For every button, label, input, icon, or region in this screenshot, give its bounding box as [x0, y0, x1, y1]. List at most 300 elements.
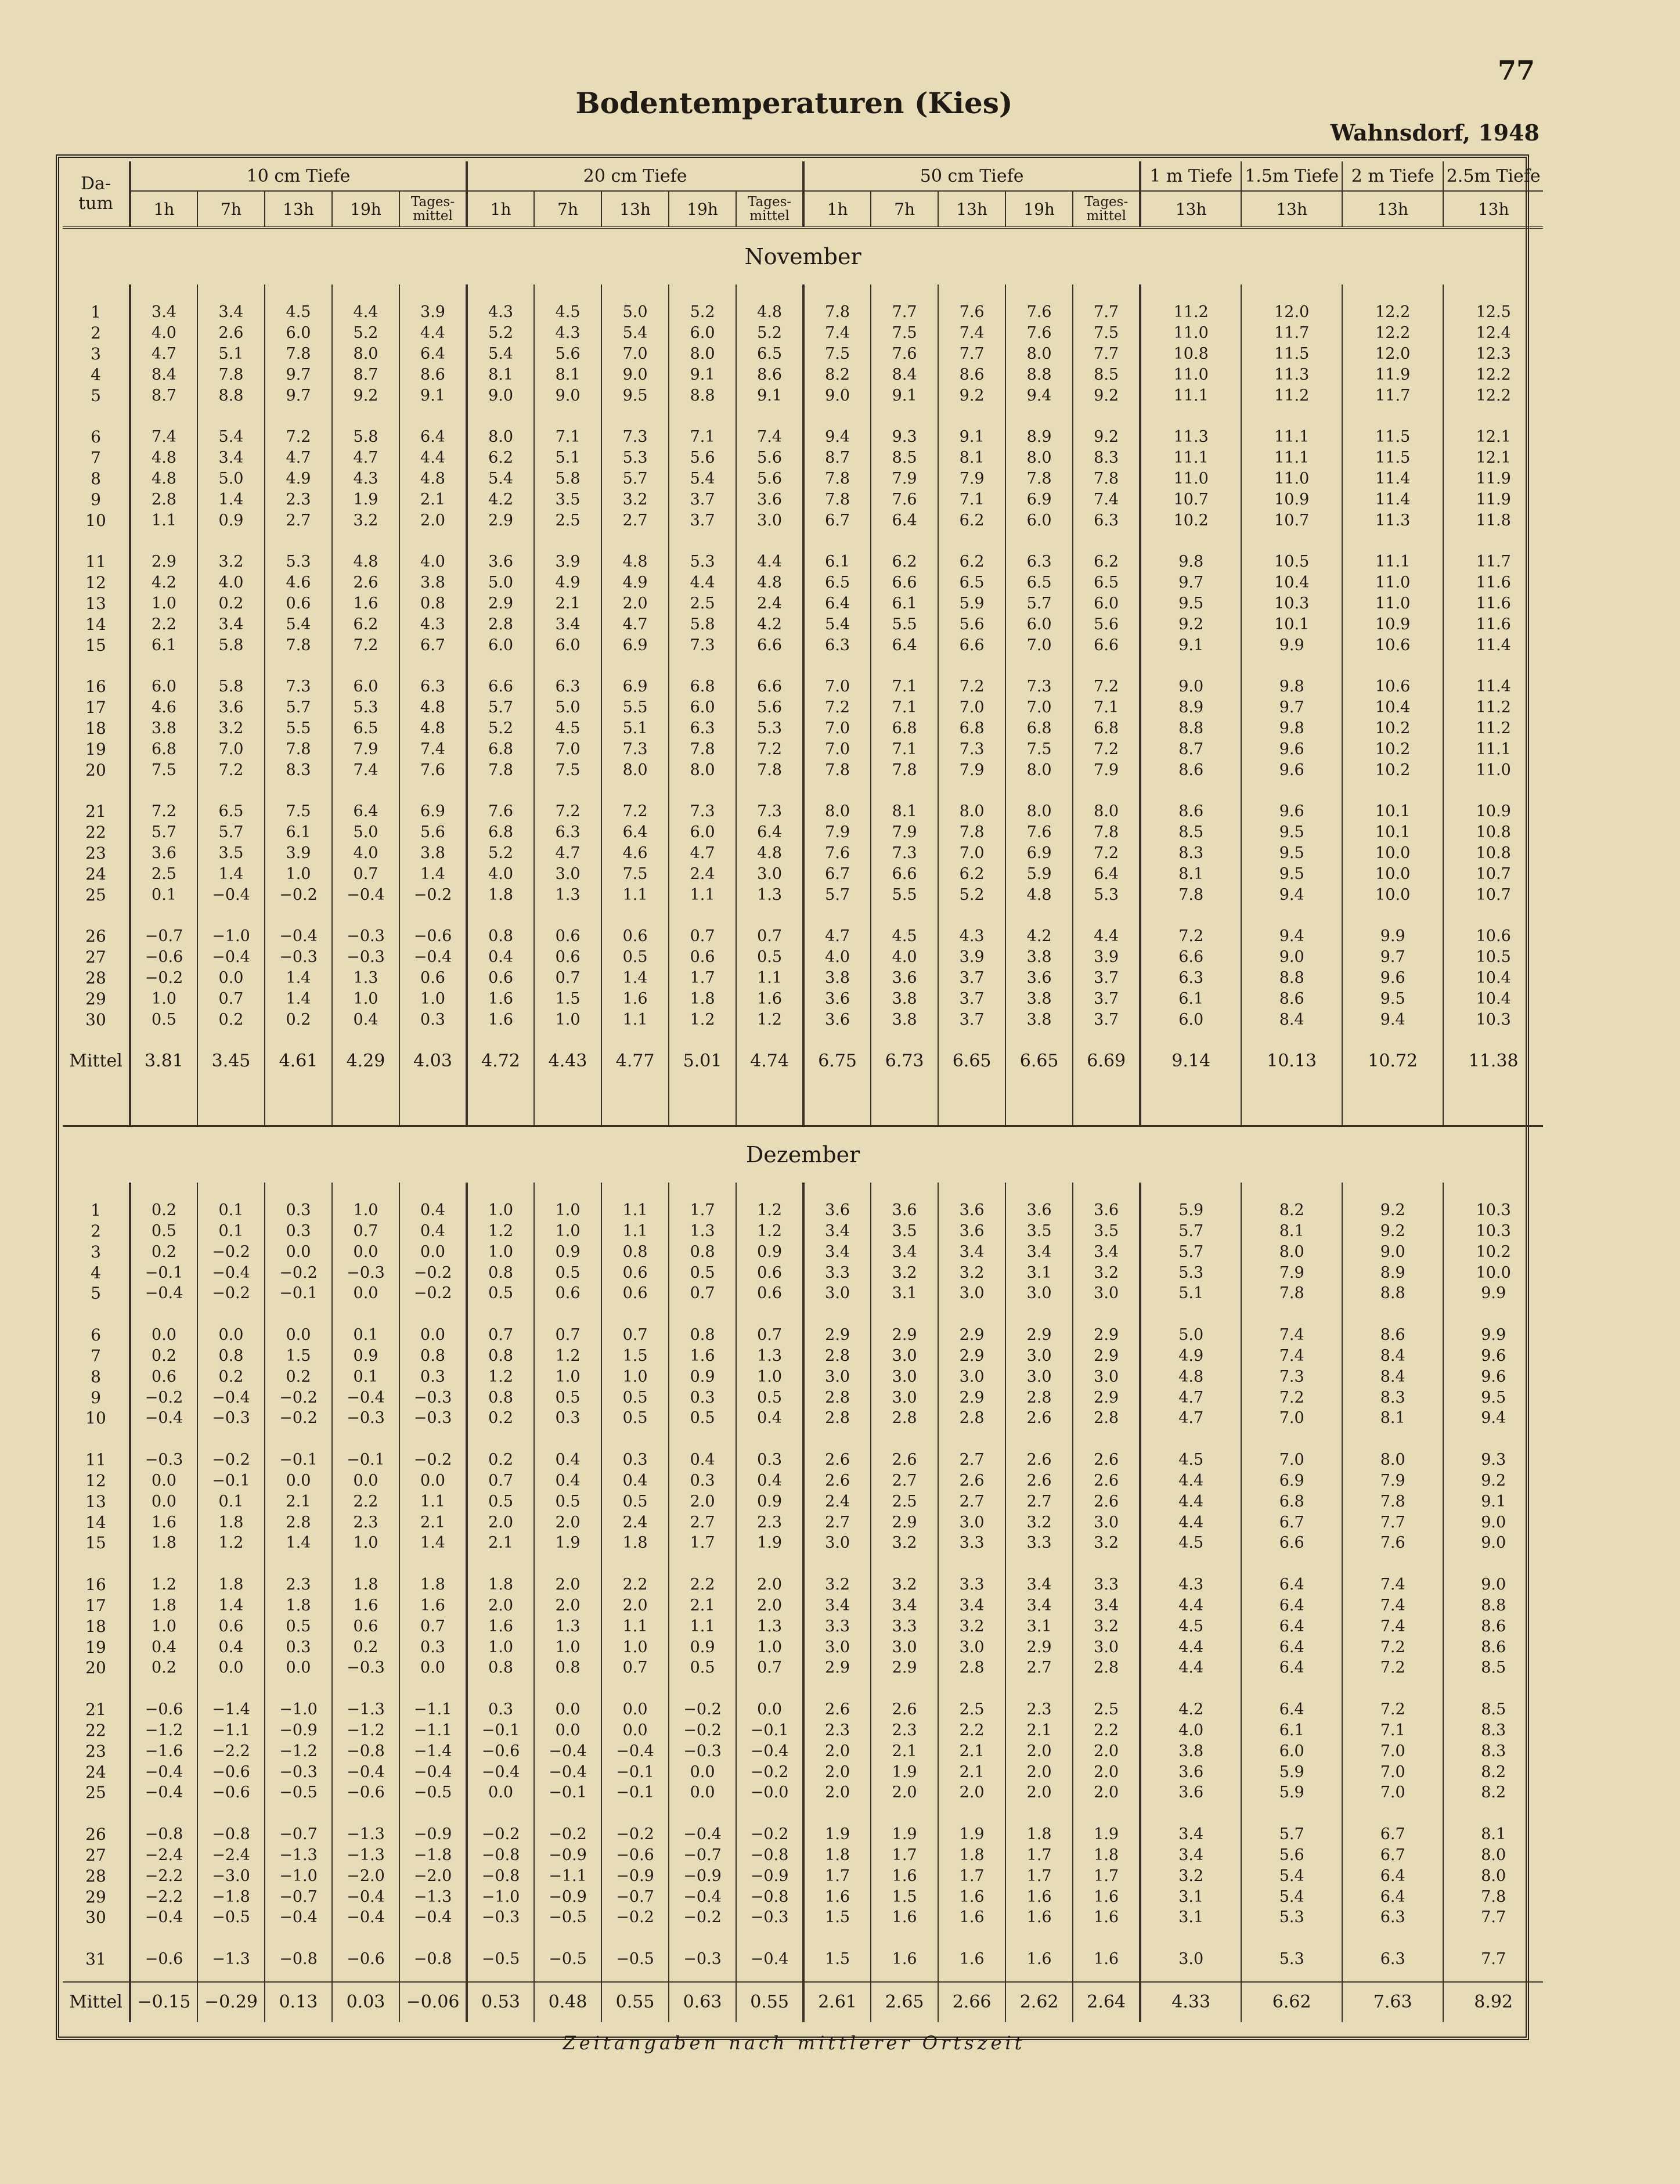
- mean-value: 0.55: [736, 1982, 803, 2022]
- day-cell: 24: [85, 1762, 106, 1782]
- value-cell: 6.1: [1241, 1720, 1342, 1741]
- spacer-cell: [534, 1304, 601, 1325]
- value-cell: 8.6: [1443, 1637, 1543, 1657]
- spacer-cell: [1073, 1030, 1140, 1044]
- value-cell: 1.2: [467, 1221, 534, 1242]
- header-time-7h: 7h: [197, 191, 265, 228]
- value-cell: −1.4: [197, 1699, 265, 1720]
- value-cell: 7.2: [1073, 843, 1140, 864]
- value-cell: 8.7: [130, 385, 197, 406]
- day-cell: 6: [91, 427, 101, 447]
- value-cell: 10.3: [1443, 1009, 1543, 1030]
- value-cell: 8.9: [1140, 697, 1241, 718]
- value-cell: 9.9: [1443, 1325, 1543, 1346]
- value-cell: 7.1: [534, 427, 601, 448]
- value-cell: 6.3: [399, 676, 467, 697]
- value-cell: 2.9: [871, 1512, 938, 1533]
- spacer-cell: [534, 1678, 601, 1699]
- spacer-cell: [63, 1030, 130, 1044]
- spacer-cell: [669, 1803, 736, 1824]
- value-cell: 5.1: [197, 344, 265, 365]
- spacer-cell: [938, 1970, 1005, 1982]
- spacer-cell: [669, 1928, 736, 1949]
- value-cell: 2.9: [467, 510, 534, 531]
- value-cell: 1.6: [871, 1907, 938, 1928]
- tagesmittel-line: Tages-: [410, 194, 455, 210]
- value-cell: 3.0: [736, 863, 803, 884]
- value-cell: 0.0: [601, 1699, 669, 1720]
- value-cell: 3.4: [871, 1242, 938, 1263]
- spacer-cell: [399, 1183, 467, 1200]
- value-cell: 11.2: [1443, 718, 1543, 739]
- value-cell: 2.5: [130, 863, 197, 884]
- value-cell: −0.8: [736, 1845, 803, 1866]
- value-cell: 8.6: [938, 364, 1005, 385]
- value-cell: 11.7: [1443, 552, 1543, 572]
- value-cell: 8.3: [1140, 843, 1241, 864]
- value-cell: 7.4: [938, 323, 1005, 344]
- value-cell: 8.8: [1241, 968, 1342, 989]
- table-row: [63, 510, 1543, 531]
- value-cell: 0.6: [534, 947, 601, 968]
- value-cell: 4.3: [399, 614, 467, 635]
- spacer-cell: [1005, 284, 1073, 302]
- value-cell: 0.6: [736, 1283, 803, 1304]
- spacer-cell: [669, 1079, 736, 1126]
- value-cell: 9.3: [871, 427, 938, 448]
- day-cell: 2: [91, 1221, 101, 1241]
- value-cell: 7.2: [130, 801, 197, 822]
- value-cell: 7.0: [803, 718, 871, 739]
- value-cell: 2.1: [938, 1740, 1005, 1761]
- value-cell: 11.9: [1443, 468, 1543, 489]
- value-cell: 6.5: [197, 801, 265, 822]
- value-cell: 6.3: [1005, 552, 1073, 572]
- table-row: [63, 1491, 1543, 1512]
- value-cell: 0.0: [130, 1471, 197, 1491]
- spacer-cell: [399, 780, 467, 801]
- value-cell: 5.9: [1005, 863, 1073, 884]
- day-cell: 18: [85, 718, 106, 738]
- spacer-cell: [63, 1079, 130, 1126]
- value-cell: 6.1: [265, 822, 332, 843]
- value-cell: 4.6: [601, 843, 669, 864]
- value-cell: 6.8: [669, 676, 736, 697]
- value-cell: −2.2: [197, 1740, 265, 1761]
- value-cell: −0.1: [332, 1450, 399, 1471]
- value-cell: 0.4: [736, 1408, 803, 1429]
- mean-value: 11.38: [1443, 1044, 1543, 1079]
- value-cell: 7.8: [1140, 884, 1241, 905]
- month-heading-row: [63, 1126, 1543, 1183]
- value-cell: 2.9: [938, 1387, 1005, 1408]
- spacer-cell: [265, 1928, 332, 1949]
- spacer-cell: [1241, 780, 1342, 801]
- value-cell: 7.8: [265, 635, 332, 655]
- spacer-cell: [736, 1803, 803, 1824]
- spacer-cell: [1342, 655, 1443, 676]
- value-cell: 4.5: [871, 926, 938, 947]
- header-time-7h: 7h: [871, 191, 938, 228]
- value-cell: 6.8: [467, 822, 534, 843]
- header-time-7h: 7h: [534, 191, 601, 228]
- value-cell: 2.0: [803, 1782, 871, 1803]
- value-cell: 4.9: [265, 468, 332, 489]
- value-cell: 12.0: [1342, 344, 1443, 365]
- value-cell: 9.0: [1342, 1242, 1443, 1263]
- value-cell: 0.7: [669, 1283, 736, 1304]
- value-cell: 4.2: [1005, 926, 1073, 947]
- value-cell: 4.3: [467, 302, 534, 323]
- value-cell: 1.2: [736, 1221, 803, 1242]
- value-cell: −0.4: [332, 1907, 399, 1928]
- value-cell: −0.4: [197, 1262, 265, 1283]
- spacer-row: [63, 1079, 1543, 1126]
- value-cell: 8.0: [1443, 1865, 1543, 1886]
- table-row: [63, 552, 1543, 572]
- spacer-cell: [871, 1183, 938, 1200]
- value-cell: 2.7: [601, 510, 669, 531]
- mean-value: 9.14: [1140, 1044, 1241, 1079]
- value-cell: 4.8: [399, 697, 467, 718]
- value-cell: −0.2: [197, 1242, 265, 1263]
- value-cell: 7.6: [938, 302, 1005, 323]
- value-cell: 0.0: [197, 1657, 265, 1678]
- value-cell: 1.1: [130, 510, 197, 531]
- value-cell: 6.9: [399, 801, 467, 822]
- value-cell: −1.0: [265, 1699, 332, 1720]
- spacer-cell: [130, 1554, 197, 1574]
- value-cell: 5.8: [197, 676, 265, 697]
- value-cell: 2.1: [938, 1761, 1005, 1782]
- table-row: [63, 968, 1543, 989]
- value-cell: 9.5: [1241, 863, 1342, 884]
- value-cell: 7.4: [1342, 1616, 1443, 1637]
- spacer-cell: [265, 1970, 332, 1982]
- value-cell: 3.1: [1005, 1616, 1073, 1637]
- header-1m: 1 m Tiefe: [1140, 161, 1241, 191]
- spacer-cell: [736, 1678, 803, 1699]
- value-cell: −0.4: [332, 1886, 399, 1907]
- spacer-cell: [265, 406, 332, 427]
- value-cell: 1.0: [534, 1637, 601, 1657]
- table-row: [63, 1533, 1543, 1554]
- value-cell: 8.0: [467, 427, 534, 448]
- value-cell: −0.7: [130, 926, 197, 947]
- value-cell: 7.9: [332, 738, 399, 759]
- value-cell: 1.7: [669, 968, 736, 989]
- value-cell: 0.1: [332, 1325, 399, 1346]
- value-cell: 4.3: [938, 926, 1005, 947]
- table-row: [63, 759, 1543, 780]
- tagesmittel-line: mittel: [413, 208, 453, 224]
- value-cell: 9.5: [1443, 1387, 1543, 1408]
- value-cell: 0.9: [736, 1491, 803, 1512]
- value-cell: 2.8: [803, 1387, 871, 1408]
- value-cell: 0.0: [534, 1699, 601, 1720]
- spacer-cell: [871, 1970, 938, 1982]
- day-cell: 24: [85, 864, 106, 884]
- spacer-cell: [736, 655, 803, 676]
- value-cell: −0.5: [197, 1907, 265, 1928]
- value-cell: 0.0: [265, 1242, 332, 1263]
- value-cell: 7.1: [938, 489, 1005, 510]
- value-cell: −0.2: [265, 884, 332, 905]
- value-cell: 4.5: [534, 718, 601, 739]
- spacer-cell: [265, 780, 332, 801]
- value-cell: 6.7: [803, 510, 871, 531]
- value-cell: 7.2: [938, 676, 1005, 697]
- value-cell: 8.4: [1342, 1366, 1443, 1387]
- value-cell: 5.7: [601, 468, 669, 489]
- spacer-cell: [1342, 1183, 1443, 1200]
- mean-value: −0.06: [399, 1982, 467, 2022]
- value-cell: 3.4: [803, 1221, 871, 1242]
- value-cell: 2.8: [803, 1346, 871, 1367]
- value-cell: 3.0: [938, 1283, 1005, 1304]
- spacer-cell: [467, 780, 534, 801]
- spacer-cell: [601, 531, 669, 552]
- header-tagesmittel: [736, 191, 803, 228]
- spacer-cell: [938, 655, 1005, 676]
- value-cell: 7.1: [669, 427, 736, 448]
- day-cell: 29: [85, 989, 106, 1008]
- spacer-cell: [803, 1678, 871, 1699]
- value-cell: −0.2: [601, 1824, 669, 1845]
- spacer-cell: [332, 1304, 399, 1325]
- value-cell: 2.2: [1073, 1720, 1140, 1741]
- value-cell: 5.4: [669, 468, 736, 489]
- value-cell: 5.0: [601, 302, 669, 323]
- value-cell: 6.5: [1073, 572, 1140, 593]
- value-cell: 1.1: [601, 884, 669, 905]
- value-cell: 0.8: [197, 1346, 265, 1367]
- spacer-cell: [197, 1030, 265, 1044]
- value-cell: 9.1: [1443, 1491, 1543, 1512]
- table-row: [63, 843, 1543, 864]
- value-cell: 7.6: [399, 759, 467, 780]
- value-cell: 0.8: [467, 1657, 534, 1678]
- value-cell: 7.5: [601, 863, 669, 884]
- value-cell: 3.6: [1005, 1200, 1073, 1221]
- spacer-cell: [332, 1678, 399, 1699]
- day-cell: 26: [85, 927, 106, 946]
- spacer-cell: [803, 905, 871, 926]
- spacer-row: [63, 1928, 1543, 1949]
- value-cell: 1.0: [332, 1200, 399, 1221]
- value-cell: 2.5: [871, 1491, 938, 1512]
- value-cell: 3.5: [197, 843, 265, 864]
- value-cell: 2.8: [938, 1657, 1005, 1678]
- value-cell: 6.7: [399, 635, 467, 655]
- spacer-cell: [1443, 1554, 1543, 1574]
- value-cell: 1.6: [601, 988, 669, 1009]
- value-cell: 7.9: [803, 822, 871, 843]
- value-cell: 7.2: [601, 801, 669, 822]
- spacer-cell: [871, 780, 938, 801]
- day-cell: 22: [85, 1721, 106, 1740]
- value-cell: 6.3: [1342, 1907, 1443, 1928]
- spacer-cell: [1443, 1030, 1543, 1044]
- value-cell: 5.3: [265, 552, 332, 572]
- spacer-cell: [265, 284, 332, 302]
- table-row: [63, 1574, 1543, 1595]
- value-cell: 9.0: [1140, 676, 1241, 697]
- value-cell: 11.0: [1342, 593, 1443, 614]
- value-cell: 2.9: [938, 1325, 1005, 1346]
- value-cell: 7.3: [1241, 1366, 1342, 1387]
- mean-value: 4.72: [467, 1044, 534, 1079]
- value-cell: 0.4: [467, 947, 534, 968]
- value-cell: 1.8: [669, 988, 736, 1009]
- value-cell: 5.4: [1241, 1865, 1342, 1886]
- value-cell: 6.3: [1342, 1949, 1443, 1970]
- value-cell: 0.2: [197, 1366, 265, 1387]
- value-cell: 0.0: [736, 1699, 803, 1720]
- value-cell: 11.9: [1443, 489, 1543, 510]
- spacer-cell: [130, 406, 197, 427]
- value-cell: 6.1: [871, 593, 938, 614]
- value-cell: 11.4: [1443, 635, 1543, 655]
- value-cell: −0.1: [265, 1450, 332, 1471]
- spacer-cell: [1443, 1304, 1543, 1325]
- value-cell: 6.4: [1241, 1637, 1342, 1657]
- value-cell: −0.4: [130, 1782, 197, 1803]
- value-cell: 12.4: [1443, 323, 1543, 344]
- value-cell: 2.8: [871, 1408, 938, 1429]
- value-cell: −0.4: [399, 1907, 467, 1928]
- spacer-cell: [1443, 1183, 1543, 1200]
- value-cell: 0.2: [332, 1637, 399, 1657]
- value-cell: 0.1: [197, 1221, 265, 1242]
- value-cell: 2.1: [534, 593, 601, 614]
- spacer-cell: [332, 1803, 399, 1824]
- value-cell: −0.2: [197, 1283, 265, 1304]
- value-cell: 7.6: [871, 489, 938, 510]
- value-cell: −0.0: [736, 1782, 803, 1803]
- spacer-cell: [669, 1554, 736, 1574]
- value-cell: 2.3: [265, 1574, 332, 1595]
- value-cell: 1.6: [332, 593, 399, 614]
- spacer-cell: [1342, 780, 1443, 801]
- value-cell: 6.3: [803, 635, 871, 655]
- spacer-cell: [332, 406, 399, 427]
- value-cell: −0.4: [332, 1761, 399, 1782]
- value-cell: 0.2: [197, 593, 265, 614]
- value-cell: 8.0: [1005, 759, 1073, 780]
- value-cell: 11.1: [1342, 552, 1443, 572]
- value-cell: 5.2: [332, 323, 399, 344]
- table-row: [63, 344, 1543, 365]
- spacer-cell: [1005, 531, 1073, 552]
- value-cell: 4.7: [601, 614, 669, 635]
- value-cell: 3.4: [1140, 1845, 1241, 1866]
- header-time-1h: 1h: [467, 191, 534, 228]
- value-cell: 4.6: [130, 697, 197, 718]
- value-cell: 0.4: [130, 1637, 197, 1657]
- value-cell: 8.3: [1443, 1720, 1543, 1741]
- value-cell: 1.7: [871, 1845, 938, 1866]
- value-cell: 2.4: [669, 863, 736, 884]
- value-cell: 4.0: [803, 947, 871, 968]
- spacer-cell: [130, 1304, 197, 1325]
- table-row: [63, 489, 1543, 510]
- value-cell: 7.4: [1241, 1346, 1342, 1367]
- spacer-cell: [669, 655, 736, 676]
- value-cell: 0.8: [467, 1262, 534, 1283]
- value-cell: 10.0: [1342, 843, 1443, 864]
- value-cell: 0.7: [332, 1221, 399, 1242]
- value-cell: 8.2: [1443, 1761, 1543, 1782]
- value-cell: 1.7: [1005, 1865, 1073, 1886]
- value-cell: 6.9: [1005, 843, 1073, 864]
- spacer-cell: [1005, 406, 1073, 427]
- value-cell: 3.8: [399, 843, 467, 864]
- value-cell: 2.0: [534, 1595, 601, 1616]
- value-cell: 8.3: [1342, 1387, 1443, 1408]
- value-cell: 4.9: [534, 572, 601, 593]
- value-cell: 2.0: [803, 1740, 871, 1761]
- value-cell: 4.4: [1140, 1512, 1241, 1533]
- day-cell: 16: [85, 1575, 106, 1595]
- mean-value: 2.66: [938, 1982, 1005, 2022]
- spacer-cell: [669, 1678, 736, 1699]
- value-cell: 0.0: [534, 1720, 601, 1741]
- value-cell: 5.9: [938, 593, 1005, 614]
- value-cell: 3.2: [197, 552, 265, 572]
- spacer-cell: [669, 905, 736, 926]
- value-cell: 2.6: [803, 1471, 871, 1491]
- value-cell: 0.8: [601, 1242, 669, 1263]
- value-cell: −0.2: [130, 1387, 197, 1408]
- value-cell: 8.5: [1443, 1699, 1543, 1720]
- spacer-cell: [467, 1554, 534, 1574]
- value-cell: 5.1: [601, 718, 669, 739]
- value-cell: −0.3: [736, 1907, 803, 1928]
- value-cell: 1.5: [534, 988, 601, 1009]
- value-cell: 0.2: [467, 1408, 534, 1429]
- spacer-cell: [669, 1304, 736, 1325]
- value-cell: 1.3: [736, 1616, 803, 1637]
- value-cell: 9.1: [669, 364, 736, 385]
- table-row: [63, 738, 1543, 759]
- soil-temperature-table: [63, 161, 1543, 2022]
- spacer-cell: [197, 655, 265, 676]
- table-row: [63, 1720, 1543, 1741]
- value-cell: 6.4: [1342, 1886, 1443, 1907]
- value-cell: 2.9: [1073, 1325, 1140, 1346]
- value-cell: 3.0: [871, 1366, 938, 1387]
- value-cell: 10.2: [1140, 510, 1241, 531]
- value-cell: 0.8: [467, 926, 534, 947]
- value-cell: 4.7: [803, 926, 871, 947]
- value-cell: 9.0: [1241, 947, 1342, 968]
- value-cell: 11.0: [1140, 323, 1241, 344]
- value-cell: 3.4: [130, 302, 197, 323]
- spacer-cell: [871, 1928, 938, 1949]
- value-cell: 9.1: [399, 385, 467, 406]
- value-cell: 6.8: [130, 738, 197, 759]
- value-cell: 5.3: [1073, 884, 1140, 905]
- value-cell: 9.9: [1443, 1283, 1543, 1304]
- value-cell: 9.2: [1140, 614, 1241, 635]
- value-cell: 6.2: [938, 510, 1005, 531]
- value-cell: 0.7: [601, 1325, 669, 1346]
- value-cell: 1.1: [601, 1221, 669, 1242]
- spacer-cell: [803, 1030, 871, 1044]
- value-cell: 1.2: [197, 1533, 265, 1554]
- spacer-cell: [938, 1030, 1005, 1044]
